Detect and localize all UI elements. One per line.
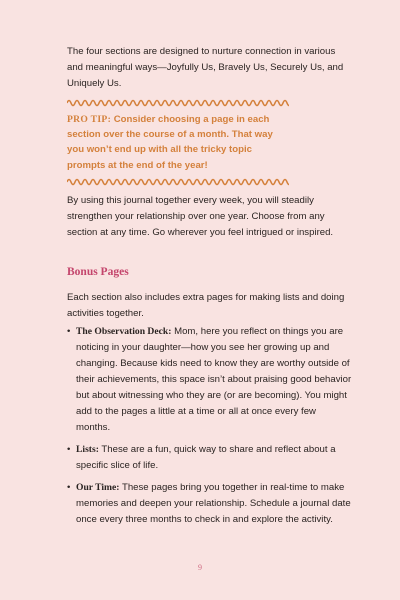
bonus-pages-list bbox=[67, 324, 352, 534]
item-text: Mom, here you reflect on things you are noticing in your daughter—how you see her growing up and changing. Because kids need to know they are worthy outside of their achievements, this space isn’t about praising good behavior but about witnessing who they are (or are becoming). You might add to the pages a little at a time or all at once every few months. bbox=[76, 326, 352, 433]
item-term: Our Time: bbox=[76, 482, 120, 493]
list-item-observation-deck bbox=[67, 324, 352, 436]
bullet-dot: • bbox=[67, 326, 71, 337]
intro-paragraph: The four sections are designed to nurture connection in various and meaningful ways—Joyfully Us, Bravely Us, Securely Us, and Uniquely Us. bbox=[67, 46, 344, 89]
pro-tip-text: Consider choosing a page in each section over the course of a month. That way you won’t end up with all the tricky topic prompts at the end of the year! bbox=[67, 114, 273, 171]
item-text: These pages bring you together in real-time to make memories and deepen your relationship. Schedule a journal date once every three months to check in and explore the activity. bbox=[76, 482, 351, 525]
item-term: The Observation Deck: bbox=[76, 326, 172, 337]
journal-usage-paragraph: By using this journal together every week, you will steadily strengthen your relationship over one year. Choose from any section at any time. Go wherever you feel intrigued or inspired. bbox=[67, 195, 334, 238]
bottom-wavy-divider bbox=[67, 178, 289, 186]
page-number: 9 bbox=[198, 563, 202, 572]
bullet-dot: • bbox=[67, 482, 71, 493]
top-wavy-divider bbox=[67, 99, 289, 107]
item-term: Lists: bbox=[76, 444, 99, 455]
bonus-intro-paragraph: Each section also includes extra pages for making lists and doing activities together. bbox=[67, 292, 345, 319]
item-text: These are a fun, quick way to share and reflect about a specific slice of life. bbox=[76, 444, 336, 471]
list-item-our-time bbox=[67, 480, 352, 528]
bonus-pages-heading: Bonus Pages bbox=[67, 266, 129, 278]
bullet-dot: • bbox=[67, 444, 71, 455]
pro-tip-label: PRO TIP: bbox=[67, 114, 112, 125]
list-item-lists bbox=[67, 442, 352, 474]
pro-tip bbox=[67, 112, 292, 173]
